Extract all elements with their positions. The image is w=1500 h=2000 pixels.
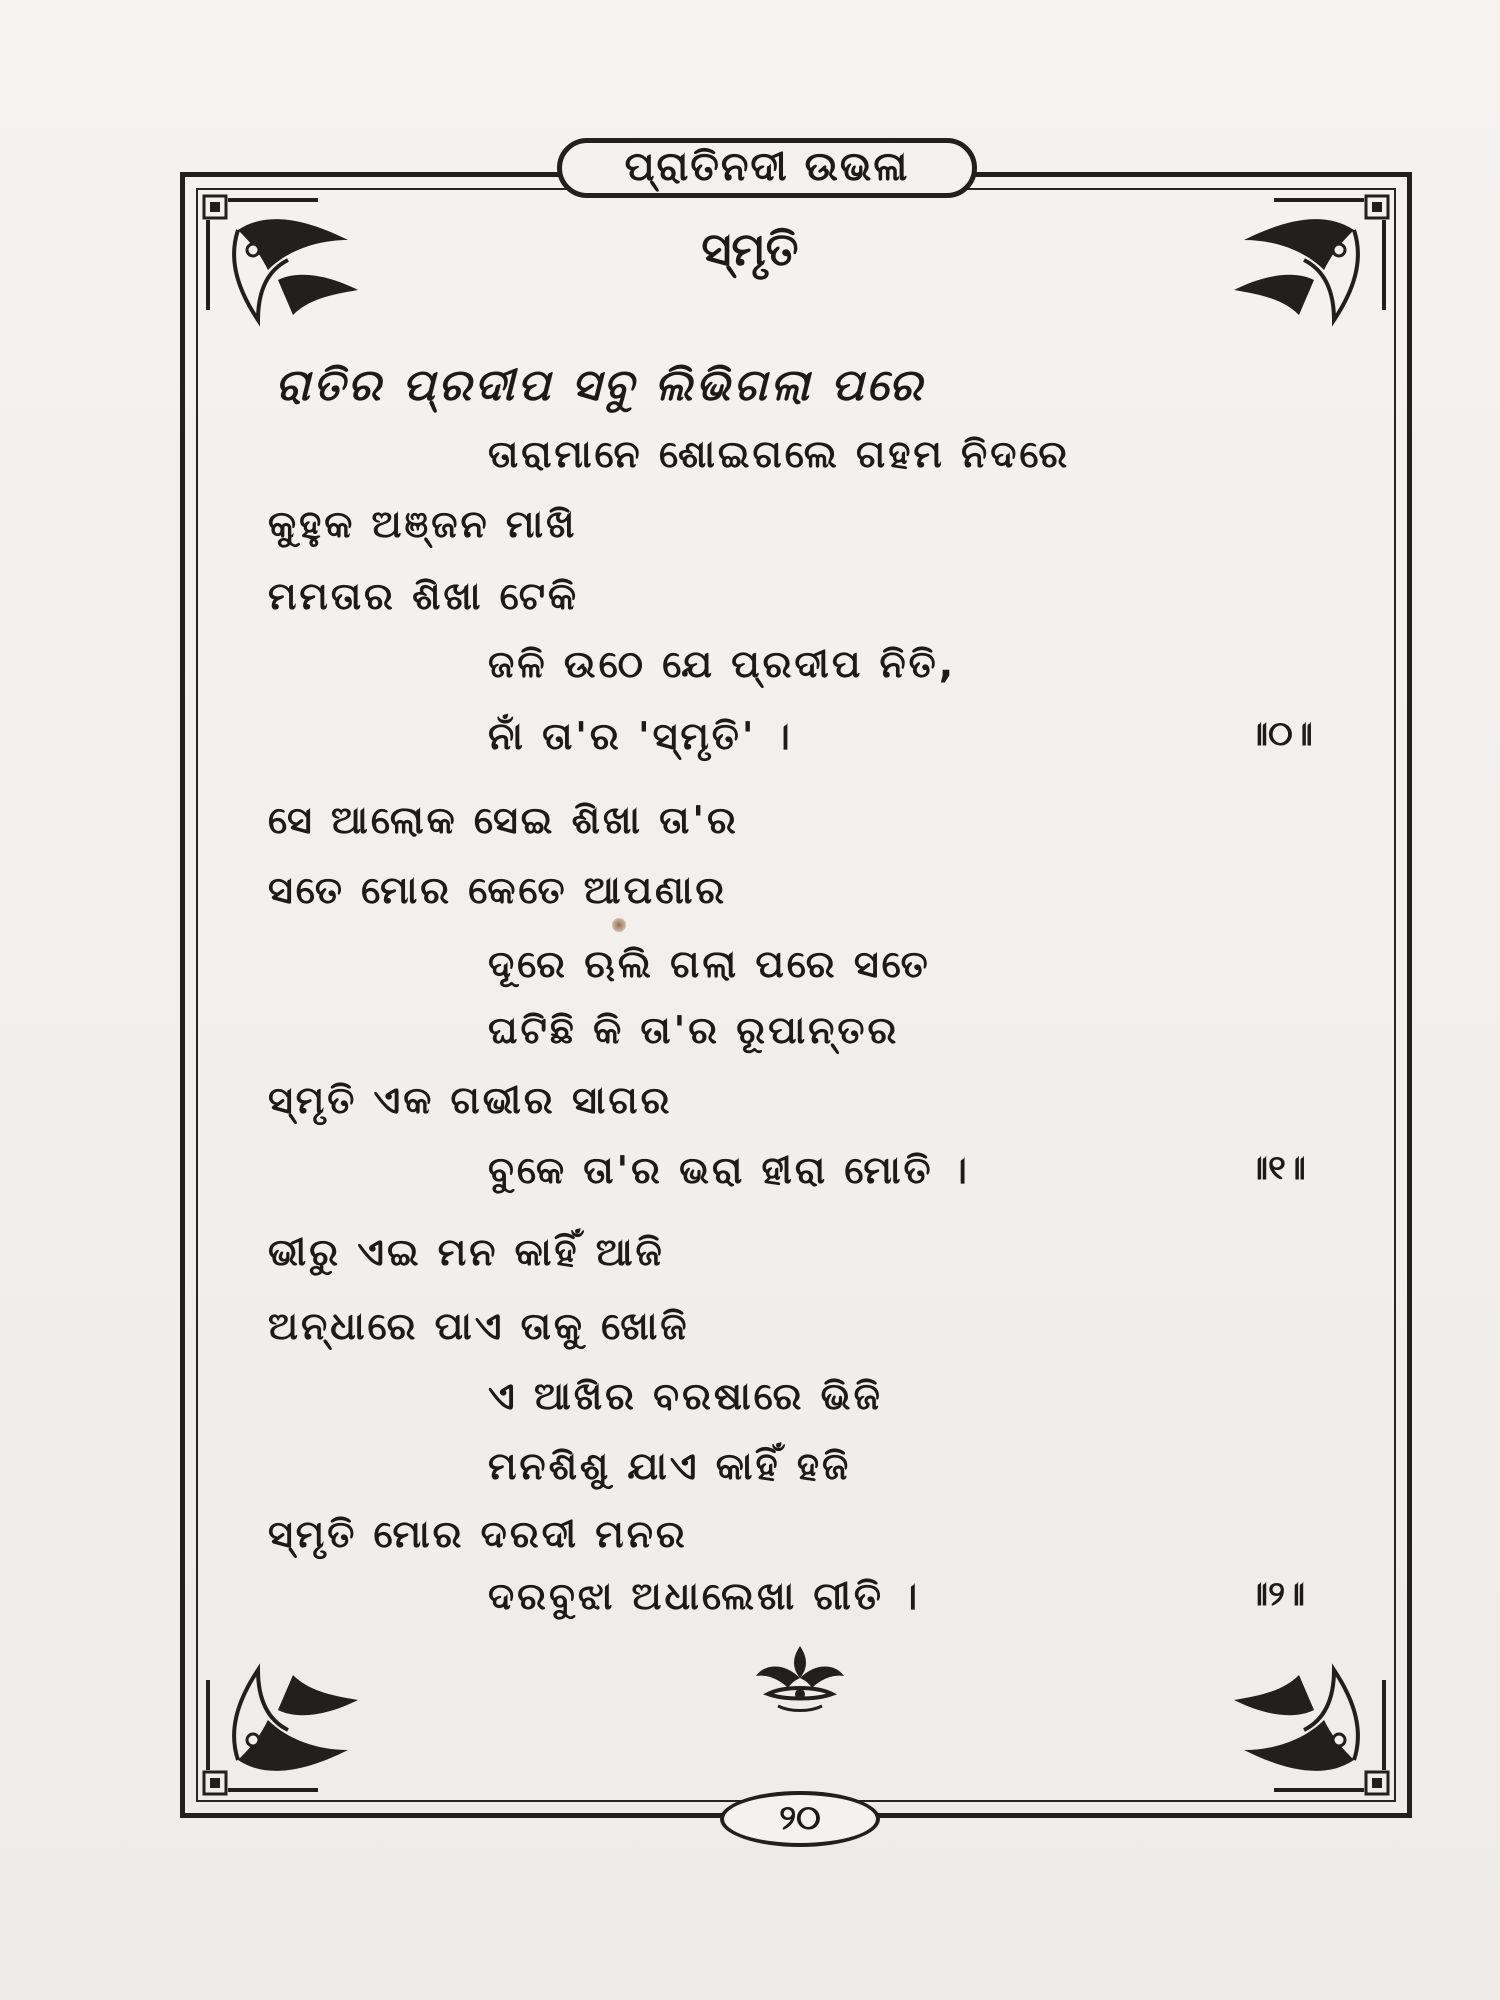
poem-line: ମମତାର ଶିଖା ଟେକି <box>268 574 580 618</box>
poem-line: ରାତିର ପ୍ରଦୀପ ସବୁ ଲିଭିଗଲା ପରେ <box>275 360 925 411</box>
poem-line: ନାଁ ତା'ର 'ସ୍ମୃତି' । <box>488 714 793 758</box>
poem-line: ମନଶିଶୁ ଯାଏ କାହିଁ ହଜି <box>488 1444 852 1488</box>
poem-line: ତାରାମାନେ ଶୋଇଗଲେ ଗହମ ନିଦରେ <box>488 432 1071 476</box>
poem-line: ସେ ଆଲୋକ ସେଇ ଶିଖା ତା'ର <box>268 798 739 842</box>
page-border-inner <box>196 188 1396 1802</box>
poem-line: ଘଟିଛି କି ତା'ର ରୂପାନ୍ତର <box>488 1008 900 1052</box>
poem-line: ସ୍ମୃତି ମୋର ଦରଦୀ ମନର <box>268 1512 688 1556</box>
corner-ornament-bottom-right <box>1204 1660 1394 1800</box>
poem-line: ଅନ୍ଧାରେ ପାଏ ତାକୁ ଖୋଜି <box>268 1304 690 1348</box>
poem-line: ଜଳି ଉଠେ ଯେ ପ୍ରଦୀପ ନିତି, <box>488 642 957 686</box>
poem-line: ଏ ଆଖିର ବରଷାରେ ଭିଜି <box>488 1374 883 1418</box>
verse-number: ॥୨॥ <box>1248 1574 1306 1614</box>
book-title-tab <box>557 138 977 198</box>
poem-line: ସ୍ମୃତି ଏକ ଗଭୀର ସାଗର <box>268 1078 673 1122</box>
fleuron-ornament <box>748 1642 852 1716</box>
page-number: ୨୦ <box>779 1798 821 1838</box>
poem-line: କୁହୁକ ଅଞ୍ଜନ ମାଖି <box>268 502 578 546</box>
paper-stain <box>612 918 626 932</box>
page-number-badge <box>720 1791 880 1847</box>
corner-ornament-top-right <box>1204 190 1394 330</box>
poem-title: ସ୍ମୃତି <box>701 222 799 276</box>
poem-line: ବୁକେ ତା'ର ଭରା ହୀରା ମୋତି । <box>488 1148 970 1192</box>
poem-line: ଭୀରୁ ଏଇ ମନ କାହିଁ ଆଜି <box>268 1230 665 1274</box>
corner-ornament-top-left <box>198 190 388 330</box>
poem-line: ଦରବୁଝା ଅଧାଲେଖା ଗୀତି । <box>488 1574 921 1618</box>
verse-number: ॥୧॥ <box>1248 1148 1306 1188</box>
poem-line: ସତେ ମୋର କେତେ ଆପଣାର <box>268 868 728 912</box>
book-title: ପ୍ରାତିନଦୀ ଉଭଳା <box>624 144 910 190</box>
verse-number: ॥୦॥ <box>1248 714 1313 754</box>
poem-line: ଦୂରେ ଋଲି ଗଲା ପରେ ସତେ <box>488 942 931 986</box>
corner-ornament-bottom-left <box>198 1660 388 1800</box>
